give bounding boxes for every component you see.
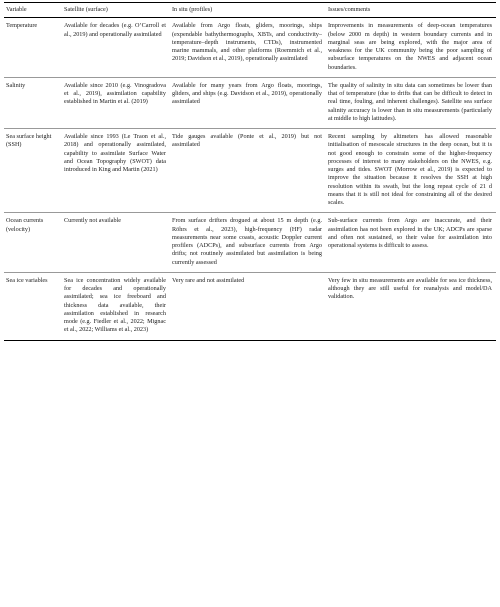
table-header bbox=[4, 3, 496, 18]
header-insitu: In situ (profiles) bbox=[170, 3, 326, 18]
variable-cell: Sea surface height (SSH) bbox=[4, 129, 62, 213]
satellite-cell: Sea ice concentration widely available for decades and operationally assimilated; sea ice freeboard and thickness data available, their assimilation established in research mode (e.g. Fiedler et al., 2022; Mignac et al., 2022; Williams et al., 2023) bbox=[62, 272, 170, 340]
variable-cell: Salinity bbox=[4, 77, 62, 128]
insitu-cell: Very rare and not assimilated bbox=[170, 272, 326, 340]
issues-cell: Sub-surface currents from Argo are inaccurate, and their assimilation has not been explored in the UK; ADCPs are sparse and often not sustained, so their value for assimilation into operational systems is difficult to assess. bbox=[326, 213, 496, 273]
satellite-cell: Available for decades (e.g. O’Carroll et al., 2019) and operationally assimilated bbox=[62, 18, 170, 78]
issues-cell: Recent sampling by altimeters has allowed reasonable initialisation of mesoscale structures in the deep ocean, but it is not good enough to constrain some of the higher-frequency processes of interest to many stakeholders on the NWES, e.g. surges and tides. SWOT (Morrow et al., 2019) is expected to improve the situation because it resolves the SSH at high resolution within its swath, but the long repeat cycle of 21 d means that it is still not ideal for constraining all of the desired scales. bbox=[326, 129, 496, 213]
insitu-cell: Tide gauges available (Ponte et al., 2019) but not assimilated bbox=[170, 129, 326, 213]
variable-cell: Temperature bbox=[4, 18, 62, 78]
table-row bbox=[4, 18, 496, 78]
satellite-cell: Currently not available bbox=[62, 213, 170, 273]
issues-cell: The quality of salinity in situ data can sometimes be lower than that of temperature (due to drifts that can be difficult to detect in real time, fouling, and inherent challenges). Satellite sea surface salinity accuracy is lower than in situ measurements (particularly at middle to high latitudes). bbox=[326, 77, 496, 128]
variable-cell: Sea ice variables bbox=[4, 272, 62, 340]
variable-cell: Ocean currents (velocity) bbox=[4, 213, 62, 273]
satellite-cell: Available since 2010 (e.g. Vinogradova et al., 2019), assimilation capability established in Martin et al. (2019) bbox=[62, 77, 170, 128]
observations-table bbox=[4, 2, 496, 341]
table-row bbox=[4, 272, 496, 340]
issues-cell: Improvements in measurements of deep-ocean temperatures (below 2000 m depth) in western boundary currents and in marginal seas are being explored, with the major area of weakness for the UK community being the poor sampling of subsurface temperatures on the NWES and adjacent ocean boundaries. bbox=[326, 18, 496, 78]
table-row bbox=[4, 129, 496, 213]
table-body bbox=[4, 18, 496, 340]
header-issues: Issues/comments bbox=[326, 3, 496, 18]
insitu-cell: From surface drifters drogued at about 15 m depth (e.g. Röhrs et al., 2023), high-frequency (HF) radar measurements near some coasts, acoustic Doppler current profilers (ADCPs), and subsurface currents from Argo drifts; not routinely assimilated but assimilation is being currently assessed bbox=[170, 213, 326, 273]
insitu-cell: Available for many years from Argo floats, moorings, gliders, and ships (e.g. Davidson et al., 2019), operationally assimilated bbox=[170, 77, 326, 128]
issues-cell: Very few in situ measurements are available for sea ice thickness, although they are still useful for reanalysis and model/DA validation. bbox=[326, 272, 496, 340]
table-row bbox=[4, 77, 496, 128]
header-satellite: Satellite (surface) bbox=[62, 3, 170, 18]
header-row bbox=[4, 3, 496, 18]
insitu-cell: Available from Argo floats, gliders, moorings, ships (expendable bathythermographs, XBTs, and conductivity–temperature–depth instruments, CTDs), instrumented marine mammals, and other platforms (Roemmich et al., 2019; Davidson et al., 2019), operationally assimilated bbox=[170, 18, 326, 78]
table-row bbox=[4, 213, 496, 273]
header-variable: Variable bbox=[4, 3, 62, 18]
satellite-cell: Available since 1993 (Le Traon et al., 2018) and operationally assimilated, capability to assimilate Surface Water and Ocean Topography (SWOT) data introduced in King and Martin (2021) bbox=[62, 129, 170, 213]
